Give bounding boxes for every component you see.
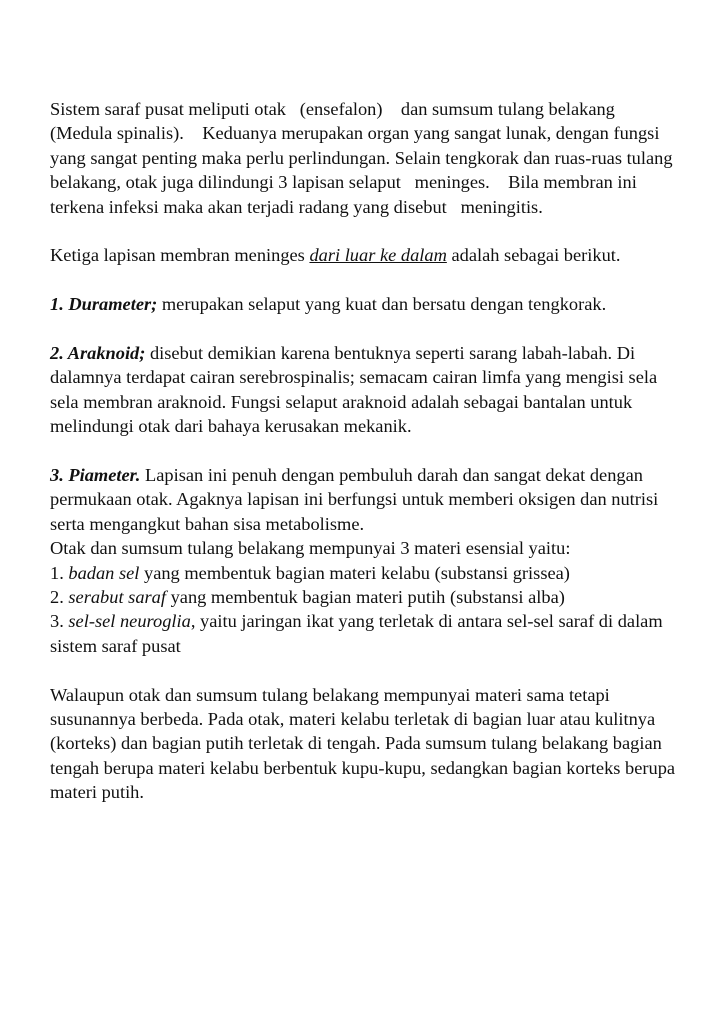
material-text: , yaitu jaringan ikat yang terletak di antara sel-sel saraf di dalam sistem saraf pusat <box>50 611 668 656</box>
layer-text: Lapisan ini penuh dengan pembuluh darah dan sangat dekat dengan permukaan otak. Agaknya lapisan ini berfungsi untuk memberi oksigen dan nutrisi serta mengangkut bahan sisa metabolisme. <box>50 465 663 534</box>
material-text: yang membentuk bagian materi kelabu (substansi grissea) <box>139 562 570 583</box>
material-term: badan sel <box>68 562 140 583</box>
layers-intro-paragraph <box>50 243 680 267</box>
paragraph-gap <box>50 219 680 243</box>
layers-intro-after: adalah sebagai berikut. <box>446 245 621 266</box>
layer-term: 1. Durameter; <box>50 294 158 315</box>
material-num: 2. <box>50 587 69 608</box>
material-item <box>50 561 680 585</box>
materials-intro: Otak dan sumsum tulang belakang mempunyai 3 materi esensial yaitu: <box>50 538 571 559</box>
material-text: yang membentuk bagian materi putih (substansi alba) <box>165 587 565 608</box>
paragraph-gap <box>50 268 680 292</box>
document-page <box>50 97 680 805</box>
intro-paragraph: Sistem saraf pusat meliputi otak (ensefalon) dan sumsum tulang belakang (Medula spinalis). Keduanya merupakan organ yang sangat lunak, dengan fungsi yang sangat penting maka perlu perlindungan. Selain tengkorak dan ruas-ruas tulang belakang, otak juga dilindungi 3 lapisan selaput meninges. Bila membran ini terkena infeksi maka akan terjadi radang yang disebut meningitis. <box>50 99 678 217</box>
paragraph-gap <box>50 658 680 682</box>
closing-paragraph: Walaupun otak dan sumsum tulang belakang mempunyai materi sama tetapi susunannya berbeda. Pada otak, materi kelabu terletak di bagian luar atau kulitnya (korteks) dan bagian putih terletak di tengah. Pada sumsum tulang belakang bagian tengah berupa materi kelabu berbentuk kupu-kupu, sedangkan bagian korteks berupa materi putih. <box>50 684 680 803</box>
material-item <box>50 609 680 658</box>
layer-text: disebut demikian karena bentuknya seperti sarang labah-labah. Di dalamnya terdapat cairan serebrospinalis; semacam cairan limfa yang mengisi sela sela membran araknoid. Fungsi selaput araknoid adalah sebagai bantalan untuk melindungi otak dari bahaya kerusakan mekanik. <box>50 343 662 437</box>
layer-text: merupakan selaput yang kuat dan bersatu dengan tengkorak. <box>157 294 607 315</box>
layers-intro-underlined: dari luar ke dalam <box>309 245 447 266</box>
layers-intro-before: Ketiga lapisan membran meninges <box>50 245 310 266</box>
layer-term: 3. Piameter. <box>50 465 141 486</box>
layer-durameter <box>50 292 680 316</box>
material-term: serabut saraf <box>68 587 166 608</box>
paragraph-gap <box>50 439 680 463</box>
layer-araknoid <box>50 341 680 439</box>
material-num: 1. <box>50 562 69 583</box>
layer-piameter <box>50 463 680 536</box>
paragraph-gap <box>50 317 680 341</box>
layer-term: 2. Araknoid; <box>50 343 146 364</box>
material-term: sel-sel neuroglia <box>68 611 191 632</box>
material-num: 3. <box>50 611 69 632</box>
material-item <box>50 585 680 609</box>
